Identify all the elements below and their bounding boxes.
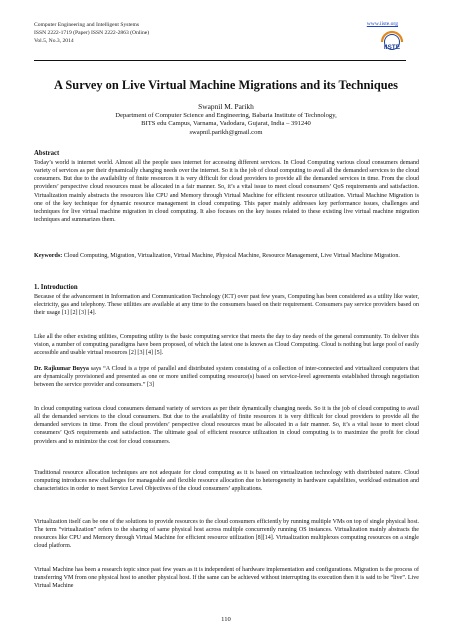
- header-divider: [34, 60, 406, 61]
- intro-paragraph-5: Traditional resource allocation techniques are not adequate for cloud computing as it is based on virtualization technology with distributed nature. Cloud computing introduces new challenges for manageable and flexible resource allocation due to heterogeneity in hardware capabilities, workload estimation and characteristics in order to meet Service Level Objectives of the cloud consumers’ applications.: [34, 470, 419, 493]
- intro-paragraph-4: In cloud computing various cloud consumers demand variety of services as per their dynamically changing needs. So it is the job of cloud computing to avail all the demanded services to the cloud consumers. But due to the availability of finite resources it is very difficult for cloud providers to provide all the demanded services in time. From the cloud providers’ perspective cloud resources must be allocated in a fair manner. So, it’s a vital issue to meet cloud consumers’ QoS requirements and satisfaction. The ultimate goal of efficient resource utilization in cloud computing is to maximize the profit for cloud providers and to minimize the cost for cloud consumers.: [34, 406, 419, 445]
- journal-url-link[interactable]: www.iiste.org: [366, 21, 398, 27]
- intro-paragraph-2: Like all the other existing utilities, Computing utility is the basic computing service that meets the day to day needs of the general community. To deliver this vision, a number of computing paradigms have been proposed, of which the latest one is known as Cloud Computing. Cloud is nothing but large pool of easily accessible and usable virtual resources [2] [3] [4] [5].: [34, 334, 419, 357]
- journal-issn: ISSN 2222-1719 (Paper) ISSN 2222-2863 (Online): [34, 30, 150, 36]
- quoted-author: Dr. Rajkumar Buyya: [34, 366, 89, 372]
- page-number: 110: [221, 616, 231, 623]
- abstract-heading: Abstract: [34, 150, 60, 157]
- keywords-paragraph: [34, 252, 419, 260]
- iiste-logo: [379, 29, 405, 55]
- journal-header: [34, 21, 149, 45]
- journal-volume: Vol.5, No.3, 2014: [34, 38, 74, 44]
- intro-paragraph-7: Virtual Machine has been a research topic since past few years as it is independent of hardware implementation and configurations. Migration is the process of transferring VM from one physical host to another physical host. If the same can be achieved without interrupting its execution then it is said to be “live”. Live Virtual Machine: [34, 567, 419, 590]
- keywords-text: Cloud Computing, Migration, Virtualization, Virtual Machine, Physical Machine, Resource Management, Live Virtual Machine Migration.: [62, 253, 400, 259]
- intro-paragraph-1: Because of the advancement in Information and Communication Technology (ICT) over past few years, Computing has been considered as a utility like water, electricity, gas and telephony. These utilities are available at any time to the consumers based on their requirement. Consumers pay service providers based on their usage [1] [2] [3] [4].: [34, 294, 419, 317]
- author-affiliation-line2: BITS edu Campus, Varnama, Vadodara, Gujarat, India – 391240: [141, 120, 311, 128]
- author-block: [40, 103, 412, 137]
- author-name: Swapnil M. Parikh: [198, 102, 254, 111]
- intro-paragraph-3-text: says “A Cloud is a type of parallel and distributed system consisting of a collection of inter-connected and virtualized computers that are dynamically provisioned and presented as one or more unified computing resource(s) based on service-level agreements established through negotiation between the service provider and consumers.” [3]: [34, 366, 419, 389]
- author-affiliation-line1: Department of Computer Science and Engineering, Babaria Institute of Technology,: [115, 111, 337, 119]
- paper-title: A Survey on Live Virtual Machine Migrations and its Techniques: [54, 78, 398, 92]
- author-email[interactable]: swapnil.parikh@gmail.com: [189, 128, 263, 136]
- abstract-text: Today’s world is internet world. Almost all the people uses internet for accessing different services. In Cloud Computing various cloud consumers demand variety of services as per their dynamically changing needs over the internet. So it is the job of cloud computing to avail all the demanded services to the cloud consumers. But due to the availability of finite resources it is very difficult for cloud providers to provide all the demanded services in time. From the cloud providers’ perspective cloud resources must be allocated in a fair manner. So, it’s a vital issue to meet cloud consumers’ QoS requirements and satisfaction. Virtualization mainly abstracts the resources like CPU and Memory through Virtual Machine for efficient resource utilization. Virtual Machine Migration is one of the key technique for dynamic resource management in cloud computing. This paper mainly addresses key performance issues, challenges and techniques for live virtual machine migration in cloud computing. It also focuses on the key issues related to these existing live virtual machine migration techniques and summarizes them.: [34, 160, 419, 224]
- journal-name: Computer Engineering and Intelligent Systems: [34, 22, 140, 28]
- logo-text: IISTE: [383, 44, 401, 51]
- section-heading-introduction: 1. Introduction: [34, 284, 78, 291]
- keywords-label: Keywords:: [34, 253, 63, 259]
- intro-paragraph-3: [34, 365, 419, 389]
- intro-paragraph-6: Virtualization itself can be one of the solutions to provide resources to the cloud consumers efficiently by running multiple VMs on top of single physical host. The term “virtualization” refers to the sharing of same physical host across multiple concurrently running OS instances. Virtualization mainly abstracts the resources like CPU and Memory through Virtual Machine for efficient resource utilization [8][14]. Virtualization multiplexes computing resources on a single cloud platform.: [34, 519, 419, 550]
